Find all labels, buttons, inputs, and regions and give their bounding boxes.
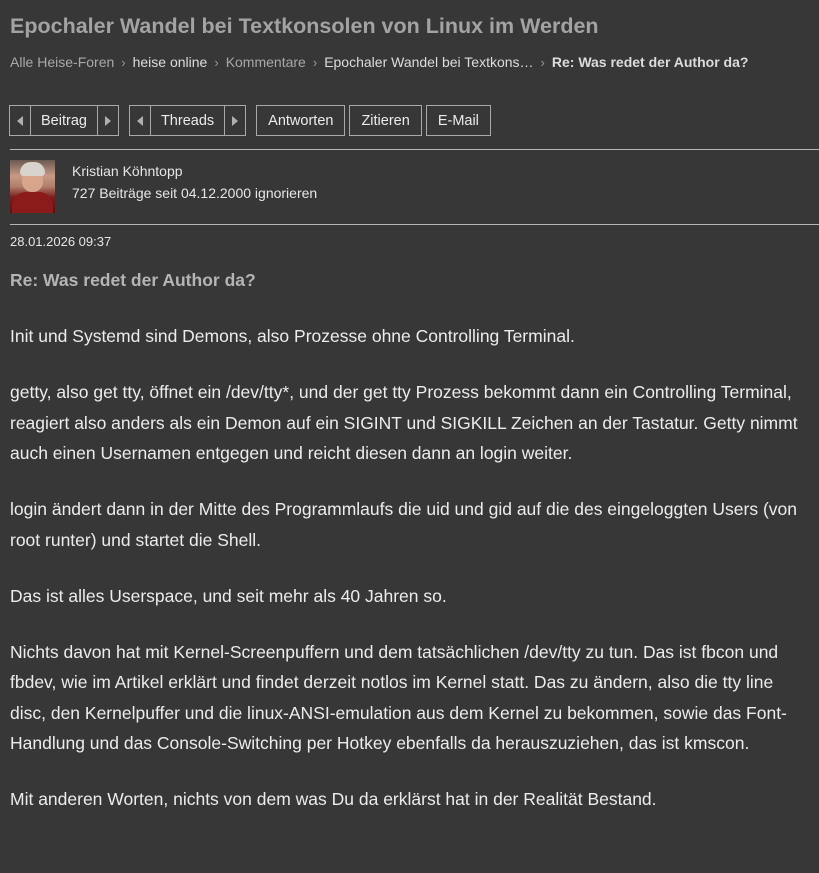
post-paragraph: Mit anderen Worten, nichts von dem was Du da erklärst hat in der Realität Bestand.	[10, 789, 657, 809]
triangle-left-icon	[137, 116, 143, 126]
triangle-left-icon	[17, 116, 23, 126]
post-paragraph: getty, also get tty, öffnet ein /dev/tty*, und der get tty Prozess bekommt dann ein Controlling Terminal, reagiert also anders als ein Demon auf ein SIGINT und SIGKILL Zeichen an der Tastatur. Getty nimmt auch einen Usernamen entgegen und reicht diesen dann an login weiter.	[10, 382, 798, 463]
breadcrumb	[10, 54, 748, 70]
breadcrumb-link-kommentare[interactable]: Kommentare	[225, 54, 306, 70]
previous-thread-button[interactable]	[129, 105, 151, 136]
post-body	[10, 321, 810, 840]
beitrag-button[interactable]: Beitrag	[30, 105, 98, 136]
triangle-right-icon	[105, 116, 111, 126]
post-paragraph: Init und Systemd sind Demons, also Prozesse ohne Controlling Terminal.	[10, 326, 575, 346]
post-paragraph: Nichts davon hat mit Kernel-Screenpuffern und dem tatsächlichen /dev/tty zu tun. Das ist fbcon und fbdev, wie im Artikel erklärt und findet derzeit notlos im Kernel statt. Das zu ändern, also die tty line disc, den Kernelpuffer und die linux-ANSI-emulation aus dem Kernel zu bekommen, sowie das Font-Handlung und das Console-Switching per Hotkey ebenfalls da herauszuziehen, das ist kmscon.	[10, 641, 787, 753]
post-count: 727 Beiträge seit 04.12.2000	[72, 185, 252, 201]
chevron-right-icon: ›	[540, 54, 545, 70]
chevron-right-icon: ›	[121, 54, 126, 70]
post-subject: Re: Was redet der Author da?	[10, 270, 256, 290]
avatar[interactable]	[10, 160, 55, 213]
author-meta	[72, 185, 317, 201]
chevron-right-icon: ›	[312, 54, 318, 70]
beitrag-nav	[9, 105, 119, 136]
quote-button[interactable]: Zitieren	[349, 105, 421, 136]
post-date: 28.01.2026 09:37	[10, 234, 112, 249]
threads-button[interactable]: Threads	[150, 105, 225, 136]
breadcrumb-link-article[interactable]: Epochaler Wandel bei Textkons…	[324, 54, 534, 70]
email-button[interactable]: E-Mail	[426, 105, 491, 136]
next-post-button[interactable]	[97, 105, 119, 136]
page-title: Epochaler Wandel bei Textkonsolen von Linux im Werden	[10, 14, 599, 38]
threads-nav	[129, 105, 246, 136]
post-paragraph: Das ist alles Userspace, und seit mehr als 40 Jahren so.	[10, 585, 447, 606]
chevron-right-icon: ›	[214, 54, 219, 70]
breadcrumb-link-heise-online[interactable]: heise online	[132, 54, 208, 70]
previous-post-button[interactable]	[9, 105, 31, 136]
breadcrumb-current: Re: Was redet der Author da?	[551, 54, 749, 70]
divider-top	[10, 149, 819, 150]
post-paragraph: login ändert dann in der Mitte des Programmlaufs die uid und gid auf die des eingeloggten Users (von root runter) und startet die Shell.	[10, 499, 798, 550]
author-name[interactable]: Kristian Köhntopp	[72, 163, 183, 179]
reply-button[interactable]: Antworten	[256, 105, 345, 136]
divider-bottom	[10, 224, 819, 225]
next-thread-button[interactable]	[224, 105, 246, 136]
breadcrumb-link-forums[interactable]: Alle Heise-Foren	[10, 54, 115, 70]
triangle-right-icon	[232, 116, 238, 126]
ignore-link[interactable]: ignorieren	[254, 185, 318, 201]
post-toolbar	[9, 105, 495, 136]
